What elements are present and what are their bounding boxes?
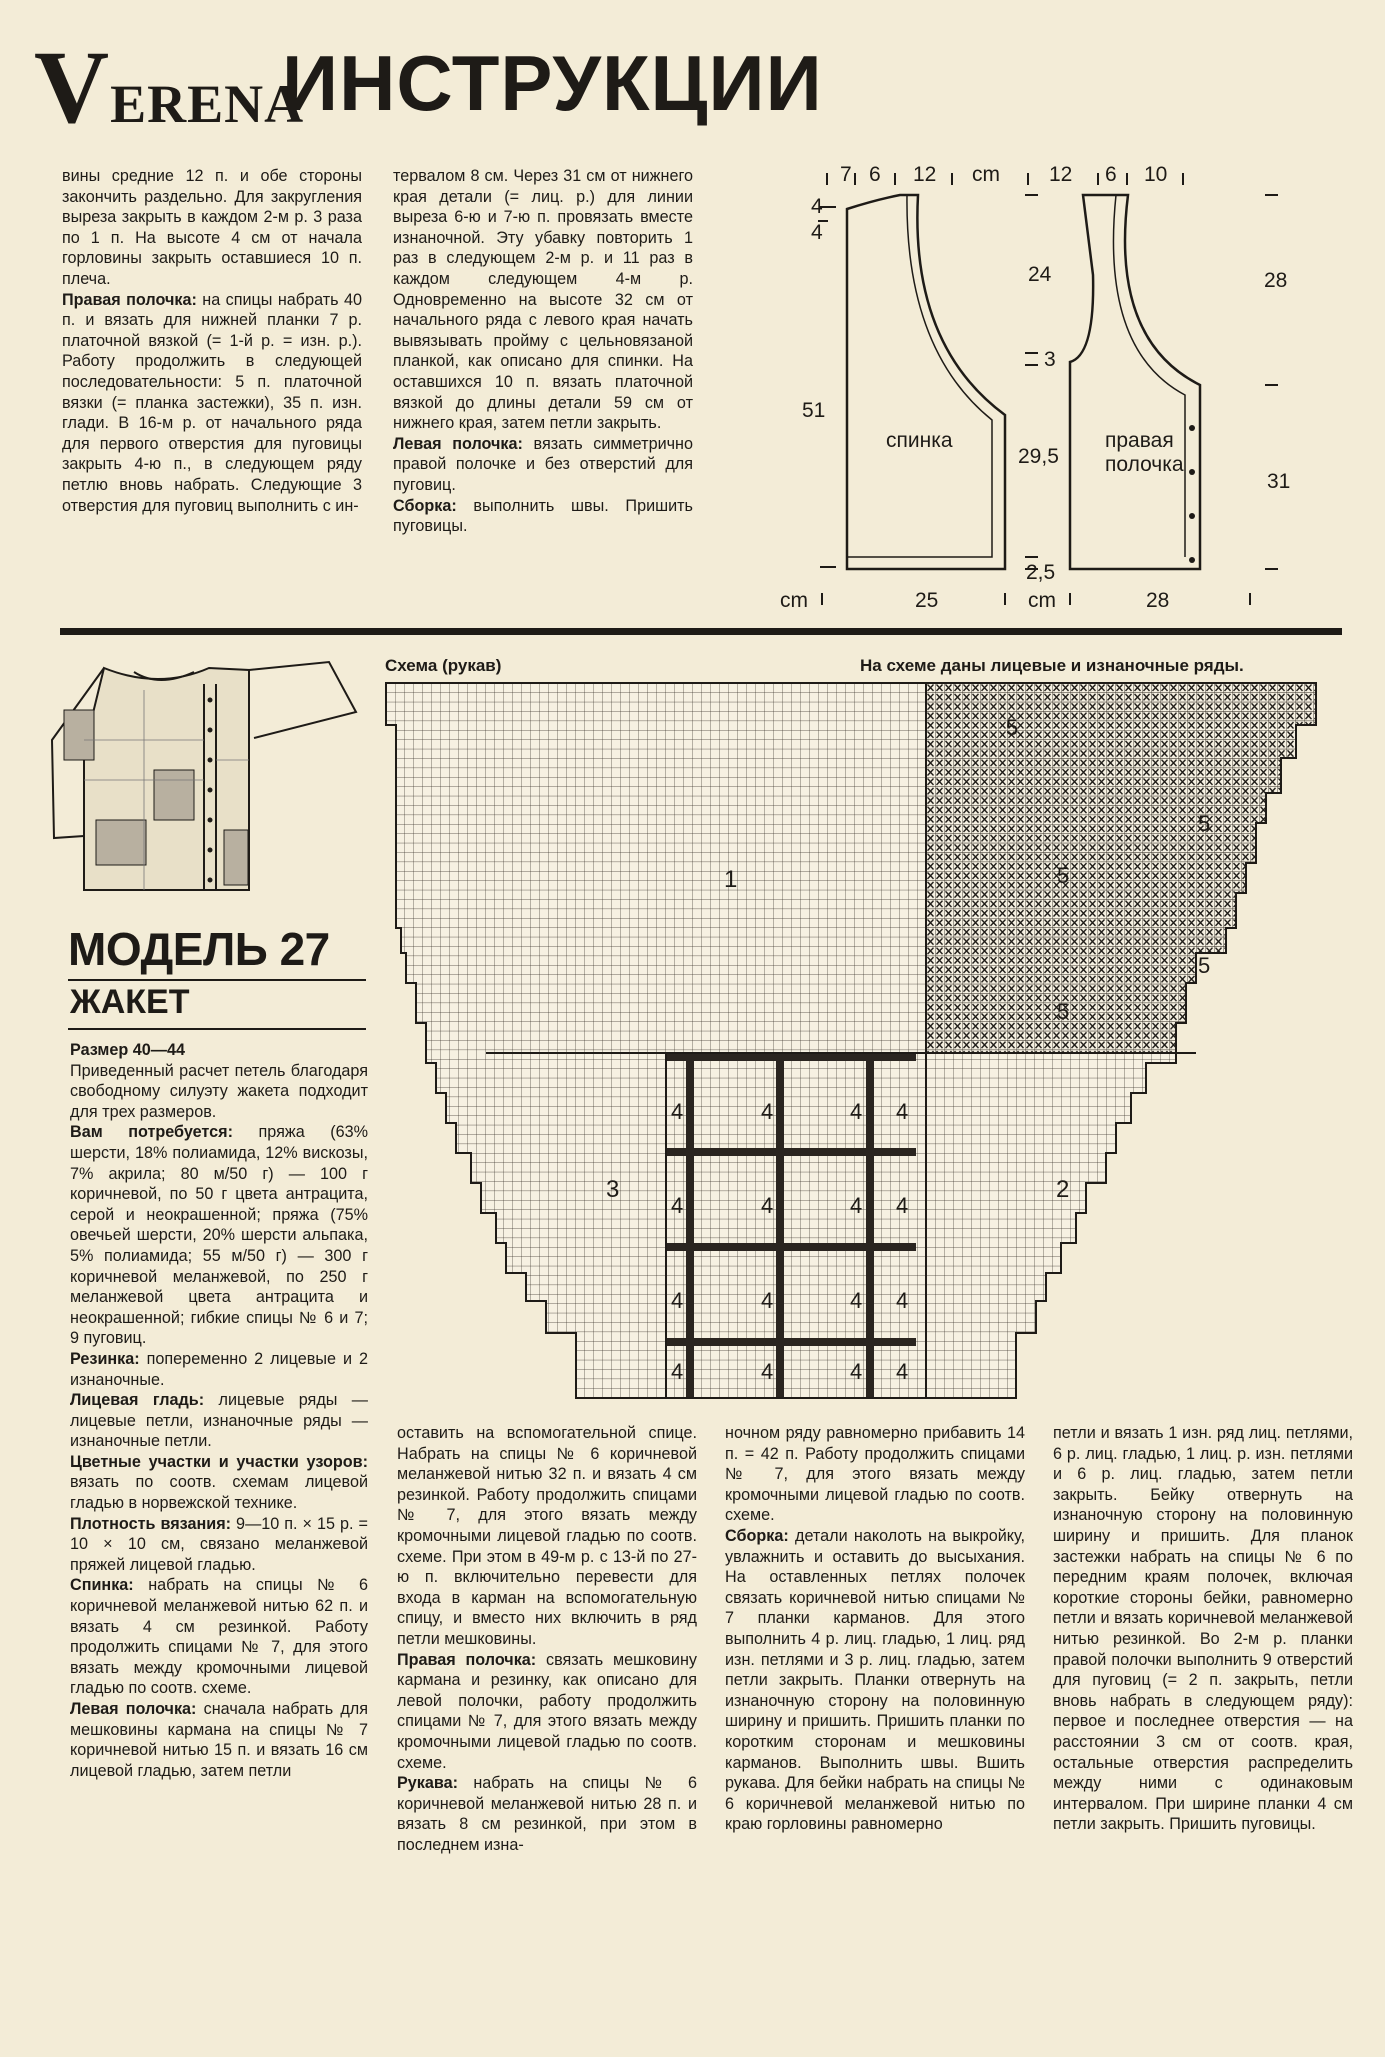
mark-4: 4 (896, 1288, 909, 1313)
paragraph (70, 1061, 368, 1123)
mark-4: 4 (850, 1359, 863, 1384)
dim-top-10: 10 (1144, 163, 1168, 186)
paragraph-label: Левая полочка: (393, 434, 523, 453)
paragraph-text: детали наколоть на выкройку, увлажнить и оставить до высыхания. На оставленных петлях полочек связать коричневой нитью спицами № 7 планки карманов. Для этого выполнить 4 р. лиц. гладью, 1 лиц. ряд изн. петлями и 3 р. лиц. гладью, затем петли закрыть. Планки отвернуть на изнаночную сторону на половинную ширину и пришить. Пришить планки по коротким сторонам и мешковины карманов. Выполнить швы. Вшить рукава. Для бейки набрать на спицы № 6 коричневой меланжевой нитью по краю горловины равномерно (725, 1526, 1025, 1834)
mark-4: 4 (671, 1359, 684, 1384)
mark-4: 4 (761, 1288, 774, 1313)
paragraph-label: Резинка: (70, 1349, 140, 1368)
paragraph-text: тервалом 8 см. Через 31 см от нижнего края детали (= лиц. р.) для линии выреза 6-ю и 7-ю п. провязать вместе изнаночной. Эту убавку повторить 1 раз в следующем 2-м р. и 11 раз в каждом следующем 4-м р. Одновременно на высоте 32 см от начального ряда с левого края начать вывязывать пройму с цельновязаной планкой, как описано для спинки. На оставшихся 10 п. вязать платочной вязкой до длины детали 59 см от нижнего края, затем петли закрыть. (393, 167, 693, 433)
subtitle-divider (68, 1028, 366, 1030)
paragraph-text: попеременно 2 лицевые и 2 изнаночные. (70, 1349, 368, 1389)
bottom-column-1 (70, 1040, 368, 1781)
mark-4: 4 (671, 1193, 684, 1218)
mark-5: 5 (1198, 811, 1211, 836)
paragraph-label: Плотность вязания: (70, 1514, 232, 1533)
dim-3: 3 (1044, 348, 1056, 371)
paragraph (397, 1773, 697, 1855)
paragraph-text: ночном ряду равномерно прибавить 14 п. = 42 п. Работу продолжить спицами № 7, для этого вязать между кромочными лицевой гладью по соотв. схеме. (725, 1424, 1025, 1525)
top-column-2 (393, 166, 693, 537)
paragraph-label: Левая полочка: (70, 1700, 197, 1718)
dim-4-top: 4 (811, 195, 823, 218)
schema-note: На схеме даны лицевые и изнаночные ряды. (860, 656, 1244, 675)
paragraph-label: Рукава: (397, 1774, 459, 1793)
paragraph-text: на спицы набрать 40 п. и вязать для нижней планки 7 р. платочной вязкой (= 1-й р. = изн. р.). Работу продолжить в следующей последовательности: 5 п. платочной вязки (= планка застежки), 35 п. изн. глади. В 16-м р. от начального ряда для первого отверстия для пуговицы закрыть 4-ю п., в следующем ряду петлю вновь набрать. Следующие 3 отверстия для пуговиц выполнить с ин- (62, 290, 362, 515)
paragraph-text: Приведенный расчет петель благодаря свободному силуэту жакета подходит для трех размеров. (70, 1061, 368, 1121)
zone-label-2: 2 (1056, 1176, 1070, 1203)
paragraph-text: набрать на спицы № 6 коричневой меланжевой нитью 62 п. и вязать 4 см резинкой. Работу продолжить спицами № 7, для этого вязать между кромочными лицевой гладью по соотв. схеме. (70, 1576, 368, 1698)
dim-top-12b: 12 (1049, 163, 1073, 186)
paragraph-label: Правая полочка: (397, 1650, 537, 1669)
brand-rest: ERENA (110, 74, 305, 134)
paragraph (70, 1390, 368, 1452)
top-column-1 (62, 166, 362, 516)
mark-4: 4 (850, 1193, 863, 1218)
dim-2-5: 2,5 (1026, 561, 1056, 584)
paragraph-label: Правая полочка: (62, 290, 197, 309)
paragraph (62, 290, 362, 517)
dim-bottom-25: 25 (915, 589, 939, 612)
front-label-2: полочка (1105, 453, 1184, 476)
dim-bottom-28: 28 (1146, 589, 1170, 612)
back-label: спинка (886, 429, 953, 452)
dim-bottom-cm: cm (780, 589, 808, 612)
jacket-sketch-image (44, 650, 364, 920)
paragraph (62, 166, 362, 290)
paragraph-text: набрать на спицы № 6 коричневой меланжевой нитью 28 п. и вязать 8 см резинкой, при этом в последнем изна- (397, 1774, 697, 1854)
paragraph (70, 1575, 368, 1699)
model-title: МОДЕЛЬ 27 (68, 923, 330, 975)
front-label-1: правая (1105, 429, 1174, 452)
paragraph (725, 1526, 1025, 1835)
brand-initial: V (34, 30, 111, 145)
mark-5: 5 (1006, 715, 1019, 740)
dim-31: 31 (1267, 470, 1291, 493)
paragraph (393, 496, 693, 537)
pattern-diagram (780, 155, 1291, 615)
paragraph-label: Цветные участки и участки узоров: (70, 1452, 368, 1471)
paragraph (725, 1423, 1025, 1526)
paragraph-label: Вам потребуется: (70, 1123, 233, 1142)
dim-top-6: 6 (869, 163, 881, 186)
dim-top-12: 12 (913, 163, 937, 186)
paragraph-text: пряжа (63% шерсти, 18% полиамида, 12% вискозы, 7% акрила; 80 м/50 г) — 100 г коричневой, по 50 г цвета антрацита, серой и неокрашенной; пряжа (75% овечьей шерсти, 20% шерсти альпака, 5% полиамида; 55 м/50 г) — 300 г коричневой меланжевой, по 250 г меланжевой цвета антрацита и неокрашенной; гибкие спицы № 6 и 7; 9 пуговиц. (70, 1123, 369, 1348)
dim-4-bottom: 4 (811, 221, 823, 244)
mark-4: 4 (671, 1288, 684, 1313)
mark-4: 4 (671, 1099, 684, 1124)
mark-4: 4 (761, 1193, 774, 1218)
paragraph (70, 1122, 368, 1349)
paragraph-text: петли и вязать 1 изн. ряд лиц. петлями, 6 р. лиц. гладью, 1 лиц. р. изн. петлями и 6 р. лиц. гладью, затем петли закрыть. Бейку отвернуть на изнаночную сторону на половинную ширину и пришить. Для планок застежки набрать на спицы № 6 по передним краям полочек, включая короткие стороны бейки, равномерно петли и вязать коричневой меланжевой нитью резинкой. Во 2-м р. планки правой полочки выполнить 9 отверстий для пуговиц (= 2 п. закрыть, петли вновь набрать в следующем ряду): первое и последнее отверстия — на расстоянии 3 см от соотв. края, остальные отверстия распределить между ними с одинаковым интервалом. При ширине планки 4 см петли закрыть. Пришить пуговицы. (1053, 1424, 1353, 1834)
mark-4: 4 (761, 1359, 774, 1384)
dim-28-right: 28 (1264, 269, 1288, 292)
model-subtitle: ЖАКЕТ (70, 983, 190, 1021)
paragraph-text: вины средние 12 п. и обе стороны закончить раздельно. Для закругления выреза закрыть в каждом 2-м р. 3 раза по 1 п. На высоте 4 см от начала горловины закрыть оставшиеся 10 п. плеча. (62, 167, 362, 288)
mark-5: 5 (1057, 863, 1070, 888)
mark-4: 4 (896, 1193, 909, 1218)
paragraph-label: Размер 40—44 (70, 1041, 185, 1059)
paragraph-text: связать мешковину кармана и резинку, как описано для левой полочки, работу продолжить спицами № 7, для этого вязать между кромочными лицевой гладью по соотв. схеме. (397, 1650, 698, 1772)
mark-4: 4 (896, 1099, 909, 1124)
paragraph-label: Лицевая гладь: (70, 1391, 205, 1410)
paragraph (70, 1699, 368, 1781)
paragraph (70, 1452, 368, 1514)
paragraph-label: Спинка: (70, 1576, 134, 1595)
schema-title: Схема (рукав) (385, 656, 502, 675)
mark-5: 5 (1198, 953, 1211, 978)
mark-5: 5 (1057, 999, 1070, 1024)
paragraph-text: сначала набрать для мешковины кармана на спицы № 7 коричневой нитью 15 п. и вязать 16 см лицевой гладью, затем петли (70, 1700, 368, 1780)
model-divider (68, 979, 366, 981)
paragraph (393, 166, 693, 434)
bottom-column-3 (725, 1423, 1025, 1835)
paragraph-text: вязать по соотв. схемам лицевой гладью в норвежской технике. (70, 1473, 368, 1513)
paragraph (397, 1423, 697, 1650)
dim-29-5: 29,5 (1018, 445, 1059, 468)
dim-24: 24 (1028, 263, 1052, 286)
paragraph (1053, 1423, 1353, 1835)
paragraph (397, 1650, 697, 1774)
paragraph (70, 1349, 368, 1390)
paragraph-text: оставить на вспомогательной спице. Набрать на спицы № 6 коричневой меланжевой нитью 32 п. и вязать 4 см резинкой. Работу продолжить спицами № 7, для этого вязать между кромочными лицевой гладью по соотв. схеме. При этом в 49-м р. с 13-й по 27-ю п. включительно перевести для входа в карман на вспомогательную спицу, и вместо них включить в ряд петли мешковины. (397, 1424, 697, 1648)
dim-top-cm: cm (972, 163, 1000, 186)
paragraph-text: выполнить швы. Пришить пуговицы. (393, 496, 693, 536)
dim-top-7: 7 (840, 163, 852, 186)
mark-4: 4 (850, 1099, 863, 1124)
paragraph (70, 1514, 368, 1576)
paragraph-label: Сборка: (725, 1526, 789, 1545)
dim-top-6b: 6 (1105, 163, 1117, 186)
bottom-column-4 (1053, 1423, 1353, 1835)
paragraph-text: лицевые ряды — лицевые петли, изнаночные ряды — изнаночные петли. (70, 1391, 368, 1451)
paragraph (393, 434, 693, 496)
bottom-column-2 (397, 1423, 697, 1855)
section-divider (60, 628, 1342, 635)
paragraph-text: 9—10 п. × 15 р. = 10 × 10 см, связано меланжевой пряжей лицевой гладью. (70, 1514, 368, 1574)
sleeve-chart (386, 683, 1316, 1401)
zone-label-3: 3 (606, 1176, 620, 1203)
dim-bottom-cm-mid: cm (1028, 589, 1056, 612)
page-title: ИНСТРУКЦИИ (282, 39, 823, 127)
brand-logo (34, 30, 305, 145)
paragraph-text: вязать симметрично правой полочке и без отверстий для пуговиц. (393, 434, 693, 494)
paragraph (70, 1040, 368, 1061)
paragraph-label: Сборка: (393, 496, 457, 515)
mark-4: 4 (850, 1288, 863, 1313)
dim-51: 51 (802, 399, 826, 422)
zone-label-1: 1 (724, 866, 738, 893)
mark-4: 4 (896, 1359, 909, 1384)
mark-4: 4 (761, 1099, 774, 1124)
